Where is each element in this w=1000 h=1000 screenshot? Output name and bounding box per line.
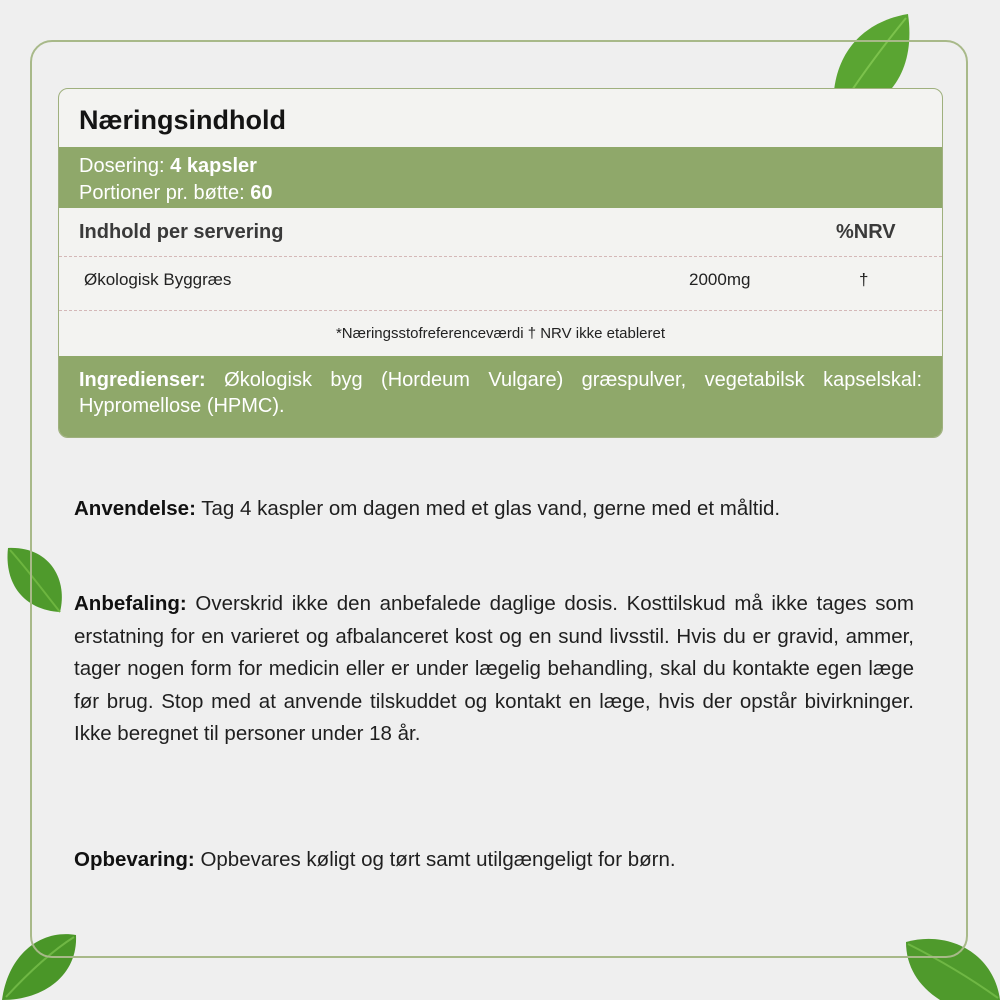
usage-paragraph <box>74 493 914 526</box>
nutrition-card <box>58 88 943 438</box>
storage-text: Opbevares køligt og tørt samt utilgængeligt for børn. <box>200 848 676 871</box>
dosage-value: 4 kapsler <box>170 155 257 177</box>
servings-label: Portioner pr. bøtte: <box>79 182 245 204</box>
header-nrv: %NRV <box>836 221 896 243</box>
storage-label: Opbevaring: <box>74 848 195 871</box>
servings-value: 60 <box>250 182 273 204</box>
ingredients-label: Ingredienser: <box>79 369 206 391</box>
header-content: Indhold per servering <box>79 221 284 243</box>
table-header-row <box>59 208 942 257</box>
ingredients-text: Økologisk byg (Hordeum Vulgare) græspulver, vegetabilsk kapselskal: Hypromellose (HPMC). <box>79 369 923 417</box>
dosage-label: Dosering: <box>79 155 165 177</box>
ingredients-band <box>59 356 942 438</box>
recommendation-paragraph <box>74 588 914 751</box>
storage-paragraph <box>74 844 914 877</box>
nrv-footnote: *Næringsstofreferenceværdi † NRV ikke etableret <box>335 325 666 342</box>
servings-line <box>79 182 272 205</box>
nutrition-title: Næringsindhold <box>79 105 286 135</box>
table-row <box>59 257 942 311</box>
row-nrv: † <box>859 270 869 289</box>
row-amount: 2000mg <box>689 270 751 289</box>
recommendation-label: Anbefaling: <box>74 592 187 615</box>
usage-text: Tag 4 kaspler om dagen med et glas vand, gerne med et måltid. <box>201 497 781 520</box>
dosage-band <box>59 147 942 208</box>
row-name: Økologisk Byggræs <box>84 270 232 289</box>
dosage-line <box>79 155 257 178</box>
usage-label: Anvendelse: <box>74 497 196 520</box>
recommendation-text: Overskrid ikke den anbefalede daglige dosis. Kosttilskud må ikke tages som erstatning for en varieret og afbalanceret kost og en sund livsstil. Hvis du er gravid, ammer, tager nogen form for medicin eller er under lægelig behandling, skal du kontakte egen læge før brug. Stop med at anvende tilskuddet og kontakt en læge, hvis der opstår bivirkninger. Ikke beregnet til personer under 18 år. <box>74 592 914 745</box>
